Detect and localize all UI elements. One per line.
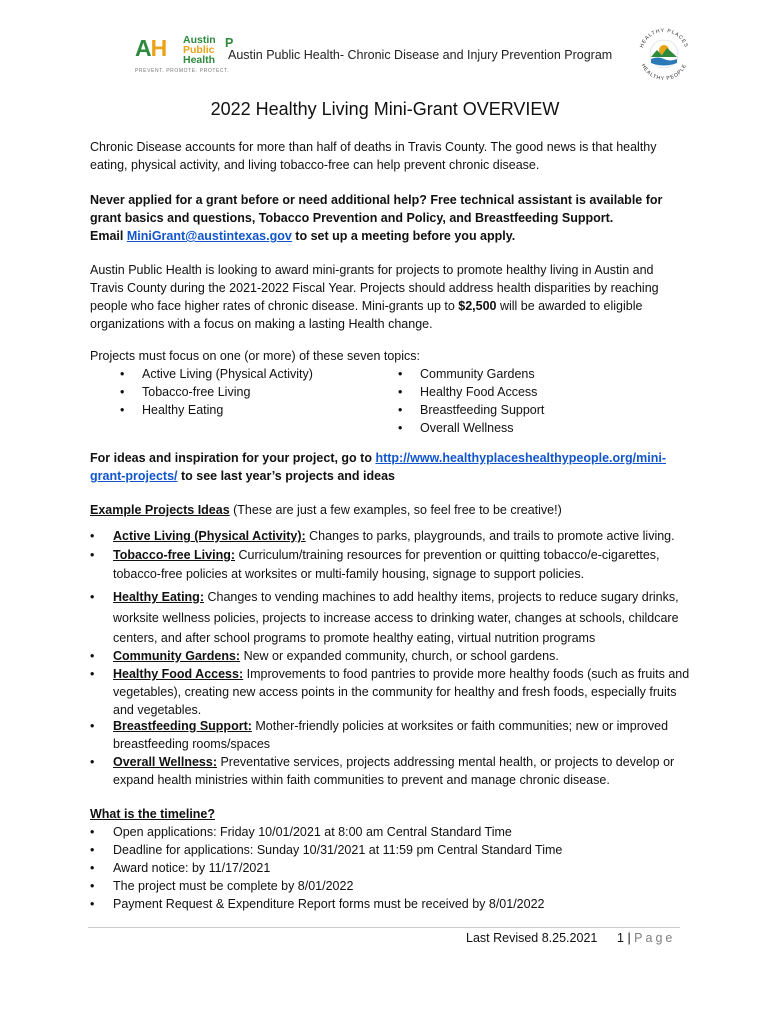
footer-page-number: 1 | Page bbox=[617, 931, 676, 945]
topic-item: • Healthy Food Access bbox=[398, 385, 538, 399]
aph-logo bbox=[135, 34, 233, 76]
footer-divider bbox=[88, 927, 680, 928]
example-item: • Tobacco-free Living: Curriculum/training resources for prevention or quitting tobacco/e-cigarettes, tobacco-free policies at worksites or multi-family housing, signage to support policies. bbox=[90, 548, 660, 581]
timeline-item: • Open applications: Friday 10/01/2021 at 8:00 am Central Standard Time bbox=[90, 825, 512, 839]
footer-revised: Last Revised 8.25.2021 bbox=[466, 931, 598, 945]
timeline-item: • Payment Request & Expenditure Report forms must be received by 8/01/2022 bbox=[90, 897, 545, 911]
program-title: Austin Public Health- Chronic Disease and Injury Prevention Program bbox=[228, 48, 613, 62]
ideas-link[interactable]: http://www.healthyplaceshealthypeople.org/mini- grant-projects/ bbox=[90, 451, 666, 483]
topic-item: • Breastfeeding Support bbox=[398, 403, 545, 417]
ideas-paragraph: For ideas and inspiration for your project, go to http://www.healthyplaceshealthypeople.org/mini- grant-projects/ to see last year’s projects and ideas bbox=[90, 451, 666, 483]
timeline-heading: What is the timeline? bbox=[90, 807, 216, 821]
timeline-item: • Deadline for applications: Sunday 10/31/2021 at 11:59 pm Central Standard Time bbox=[90, 843, 563, 857]
aph-logo-tagline: PREVENT. PROMOTE. PROTECT. bbox=[135, 68, 230, 74]
help-paragraph: Never applied for a grant before or need additional help? Free technical assistant is available for grant basics and questions, Tobacco Prevention and Policy, and Breastfeeding Support. Email MiniGrant@austintexas.gov to set up a meeting before you apply. bbox=[90, 193, 663, 243]
topics-intro: Projects must focus on one (or more) of these seven topics: bbox=[90, 349, 421, 363]
example-item: • Overall Wellness: Preventative services, projects addressing mental health, or projects to develop or expand health ministries within faith communities to prevent and manage chronic disease. bbox=[90, 755, 675, 787]
topic-item: • Overall Wellness bbox=[398, 421, 514, 435]
example-item: • Community Gardens: New or expanded community, church, or school gardens. bbox=[90, 649, 559, 663]
healthy-places-seal-icon bbox=[634, 24, 694, 84]
topic-item: • Healthy Eating bbox=[120, 403, 224, 417]
award-amount: $2,500 bbox=[458, 299, 497, 313]
topic-item: • Tobacco-free Living bbox=[120, 385, 251, 399]
example-item: • Active Living (Physical Activity): Changes to parks, playgrounds, and trails to promote active living. bbox=[90, 529, 675, 543]
timeline-item: • Award notice: by 11/17/2021 bbox=[90, 861, 271, 875]
timeline-item: • The project must be complete by 8/01/2022 bbox=[90, 879, 354, 893]
topic-item: • Active Living (Physical Activity) bbox=[120, 367, 313, 381]
email-link[interactable]: MiniGrant@austintexas.gov bbox=[126, 229, 292, 243]
document-title: 2022 Healthy Living Mini-Grant OVERVIEW bbox=[210, 99, 560, 119]
aph-logo-words: Austin Public Health bbox=[183, 34, 216, 66]
aph-logo-mark: A P H bbox=[135, 35, 233, 61]
example-item: • Breastfeeding Support: Mother-friendly policies at worksites or faith communities; new or improved breastfeeding rooms/spaces bbox=[90, 719, 669, 751]
examples-heading: Example Projects Ideas (These are just a few examples, so feel free to be creative!) bbox=[90, 503, 562, 517]
intro-paragraph: Chronic Disease accounts for more than half of deaths in Travis County. The good news is that healthy eating, physical activity, and living tobacco-free can help prevent chronic disease. bbox=[90, 140, 657, 172]
svg-text:HEALTHY PLACES: HEALTHY PLACES bbox=[639, 27, 689, 49]
topic-item: • Community Gardens bbox=[398, 367, 535, 381]
award-paragraph: Austin Public Health is looking to award mini-grants for projects to promote healthy living in Austin and Travis County during the 2021-2022 Fiscal Year. Projects should address health disparities by reaching people who face higher rates of chronic disease. Mini-grants up to $2,500 will be awarded to eligible organizations with a focus on making a lasting Health change. bbox=[90, 263, 659, 331]
example-item: • Healthy Eating: Changes to vending machines to add healthy items, projects to reduce sugary drinks, worksite wellness policies, projects to increase access to drinking water, changes at schools, childcare centers, and after school programs to promote healthy eating, virtual nutrition programs bbox=[90, 590, 679, 645]
svg-text:HEALTHY PEOPLE: HEALTHY PEOPLE bbox=[639, 63, 689, 83]
example-item: • Healthy Food Access: Improvements to food pantries to provide more healthy foods (such as fruits and vegetables), creating new access points in the community for healthy and fresh foods, especially fruits and vegetables. bbox=[90, 667, 690, 717]
